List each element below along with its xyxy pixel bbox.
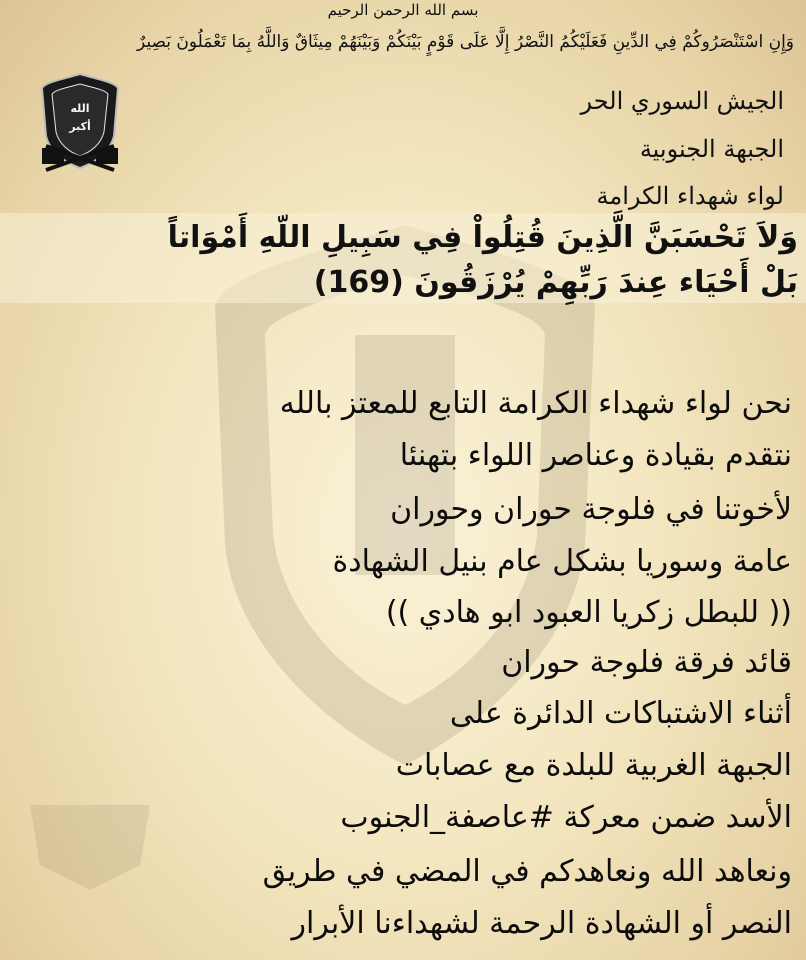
statement-line-1: نحن لواء شهداء الكرامة التابع للمعتز بالله [279,386,792,421]
statement-line-10: ونعاهد الله ونعاهدكم في المضي في طريق [262,854,792,889]
org-line-brigade: لواء شهداء الكرامة [596,182,784,210]
background-emblem-small-watermark [20,785,160,895]
logo-text-line1: الله [70,102,90,115]
statement-line-4: عامة وسوريا بشكل عام بنيل الشهادة [332,544,792,579]
top-verse: وَإِنِ اسْتَنْصَرُوكُمْ فِي الدِّينِ فَعَلَيْكُمُ النَّصْرُ إِلَّا عَلَى قَوْمٍ بَيْنَكُمْ وَبَيْنَهُمْ مِيثَاقٌ وَاللَّهُ بِمَا تَعْمَلُونَ بَصِيرٌ [137,32,794,52]
org-line-front: الجبهة الجنوبية [639,135,784,163]
quran-verse-line-2: بَلْ أَحْيَاء عِندَ رَبِّهِمْ يُرْزَقُونَ (169) [313,265,798,300]
statement-line-6: قائد فرقة فلوجة حوران [501,645,792,680]
brigade-logo [38,70,122,180]
statement-line-5: (( للبطل زكريا العبود ابو هادي )) [385,595,792,630]
statement-line-2: نتقدم بقيادة وعناصر اللواء بتهنئا [399,438,792,473]
basmala: بسم الله الرحمن الرحيم [327,1,479,19]
statement-line-7: أثناء الاشتباكات الدائرة على [449,696,792,731]
statement-line-8: الجبهة الغربية للبلدة مع عصابات [395,748,792,783]
statement-line-11: النصر أو الشهادة الرحمة لشهداءنا الأبرار [291,906,792,941]
org-line-army: الجيش السوري الحر [580,87,784,115]
logo-text-line2: أكبر [69,120,91,133]
statement-line-3: لأخوتنا في فلوجة حوران وحوران [390,492,792,527]
shield-emblem-icon [38,70,122,180]
statement-line-9: الأسد ضمن معركة #عاصفة_الجنوب [340,800,792,835]
quran-verse-line-1: وَلاَ تَحْسَبَنَّ الَّذِينَ قُتِلُواْ فِي سَبِيلِ اللّهِ أَمْوَاتاً [167,220,798,255]
